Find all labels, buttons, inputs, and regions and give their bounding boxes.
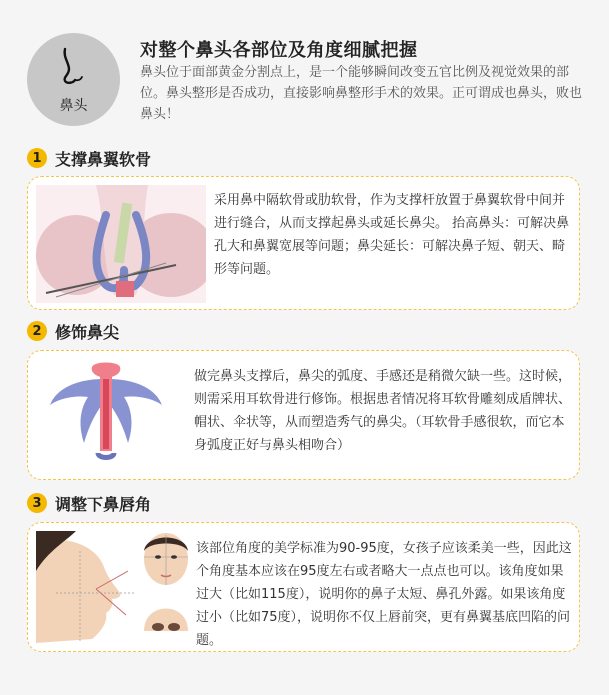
section-1-text: 采用鼻中隔软骨或肋软骨，作为支撑杆放置于鼻翼软骨中间并进行缝合，从而支撑起鼻头或延长鼻尖。 抬高鼻头：可解决鼻孔大和鼻翼宽展等问题；鼻尖延长：可解决鼻子短、朝天、畸形等问题。 (214, 193, 570, 277)
section-1-number: 1 (27, 148, 47, 168)
avatar-label: 鼻头 (59, 98, 88, 114)
nasolabial-angle-illustration (36, 531, 198, 643)
ear-cartilage-illustration (36, 359, 176, 471)
nose-icon (55, 47, 91, 91)
section-3-text: 该部位角度的美学标准为90-95度，女孩子应该柔美一些，因此这个角度基本应该在95度左右或者略大一点点也可以。该角度如果过大（比如115度），说明你的鼻子太短、鼻孔外露。如果该角度过小（比如75度），说明你不仅上唇前突，更有鼻翼基底凹陷的问题。 (196, 541, 572, 648)
section-2-header (27, 320, 119, 342)
section-2-text: 做完鼻头支撑后，鼻尖的弧度、手感还是稍微欠缺一些。这时候，则需采用耳软骨进行修饰。根据患者情况将耳软骨雕刻成盾牌状、帽状、伞状等，从而塑造秀气的鼻尖。（耳软骨手感很软，而它本身弧度正好与鼻头相吻合） (194, 369, 572, 453)
section-3-header (27, 492, 151, 514)
section-2-number: 2 (27, 321, 47, 341)
page-description: 鼻头位于面部黄金分割点上，是一个能够瞬间改变五官比例及视觉效果的部位。鼻头整形是否成功，直接影响鼻整形手术的效果。正可谓成也鼻头，败也鼻头！ (140, 65, 583, 122)
section-1-title: 支撑鼻翼软骨 (55, 149, 152, 169)
section-1-card (27, 176, 580, 310)
page-title: 对整个鼻头各部位及角度细腻把握 (140, 40, 418, 61)
nose-avatar (27, 33, 120, 126)
cartilage-support-illustration (36, 185, 206, 303)
section-3-title: 调整下鼻唇角 (55, 494, 152, 514)
section-3-number: 3 (27, 493, 47, 513)
section-1-header (27, 147, 151, 169)
section-2-title: 修饰鼻尖 (55, 322, 120, 342)
section-2-card (27, 350, 580, 480)
section-3-card (27, 522, 580, 652)
